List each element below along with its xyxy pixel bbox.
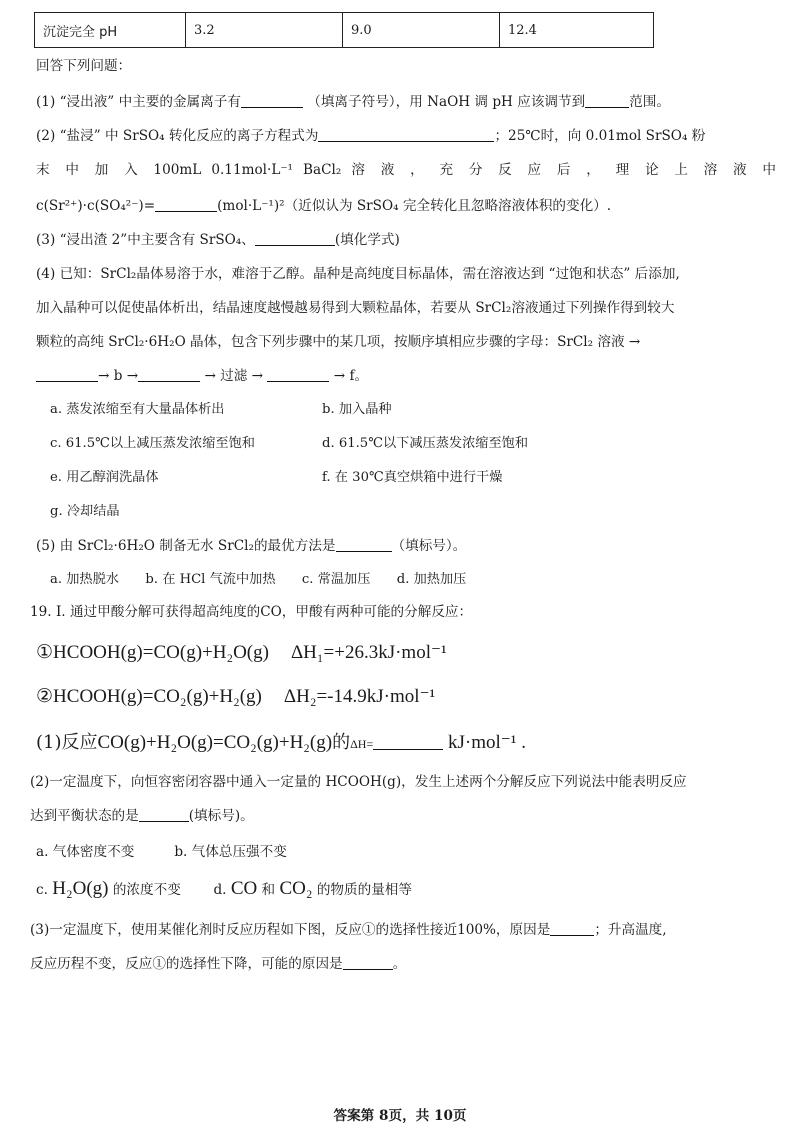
option-c-formula: H₂O(g) xyxy=(52,878,109,899)
q4-option-row xyxy=(50,468,770,488)
q2-text-d: (mol·L⁻¹)²（近似认为 SrSO₄ 完全转化且忽略溶液体积的变化）. xyxy=(217,198,612,214)
option-d-text: 的物质的量相等 xyxy=(316,882,412,898)
question-19-intro: 19. I. 通过甲酸分解可获得超高纯度的CO，甲酸有两种可能的分解反应： xyxy=(30,604,473,620)
question-4-line-3: 颗粒的高纯 SrCl₂·6H₂O 晶体，包含下列步骤中的某几项，按顺序填相应步骤的字母：SrCl₂ 溶液 → xyxy=(36,334,641,350)
q1-text-b: （填离子符号），用 NaOH 调 pH 应该调节到 xyxy=(307,94,586,110)
reaction-2-enthalpy: ΔH₂=-14.9kJ·mol⁻¹ xyxy=(283,686,436,707)
table-cell: 12.4 xyxy=(500,13,654,48)
q2-text-c: c(Sr²⁺)·c(SO₄²⁻)= xyxy=(36,198,156,214)
answer-blank[interactable] xyxy=(336,537,392,552)
q19-2-options-cd xyxy=(36,876,776,903)
answer-blank[interactable] xyxy=(267,367,329,382)
q5-options: a. 加热脱水 b. 在 HCl 气流中加热 c. 常温加压 d. 加热加压 xyxy=(50,572,467,587)
answer-blank[interactable] xyxy=(241,93,303,108)
answer-blank[interactable] xyxy=(373,731,443,750)
option-c: c. 61.5℃以上减压蒸发浓缩至饱和 xyxy=(50,436,255,451)
q2-text-b: ；25℃时，向 0.01mol SrSO₄ 粉 xyxy=(494,128,706,144)
q3-text-b: (填化学式) xyxy=(334,232,400,248)
page-footer: 答案第 8页，共 10页 xyxy=(333,1108,467,1124)
q4-arrow-b: → b → xyxy=(98,368,139,384)
reaction-1-enthalpy: ΔH₁=+26.3kJ·mol⁻¹ xyxy=(290,642,447,663)
option-c-label: c. xyxy=(36,882,48,898)
answer-blank[interactable] xyxy=(550,921,594,936)
question-19-3-line-1 xyxy=(30,920,770,940)
option-d-label: d. xyxy=(213,882,227,898)
reaction-2-equation: HCOOH(g)=CO₂(g)+H₂(g) xyxy=(53,686,262,707)
question-2-line-2: 末 中 加 入 100mL 0.11mol·L⁻¹ BaCl₂ 溶 液 ， 充 分 反 应 后 ， 理 论 上 溶 液 中 xyxy=(36,162,776,178)
question-4-line-2: 加入晶种可以促使晶体析出，结晶速度越慢越易得到大颗粒晶体，若要从 SrCl₂溶液通过下列操作得到较大 xyxy=(36,300,675,316)
table-cell: 3.2 xyxy=(186,13,343,48)
q19-3-text-c: 反应历程不变，反应①的选择性下降，可能的原因是 xyxy=(30,956,343,972)
q2-text-a: (2) “盐浸” 中 SrSO₄ 转化反应的离子方程式为 xyxy=(36,128,319,144)
reaction-1-equation: HCOOH(g)=CO(g)+H₂O(g) xyxy=(53,642,269,663)
option-d: d. 61.5℃以下减压蒸发浓缩至饱和 xyxy=(322,436,529,451)
q19-2-text-a: 达到平衡状态的是 xyxy=(30,808,139,824)
question-19-2-line-2 xyxy=(30,806,770,826)
option-a: a. 蒸发浓缩至有大量晶体析出 xyxy=(50,402,225,417)
question-19-1 xyxy=(36,730,776,757)
answer-blank[interactable] xyxy=(138,367,200,382)
option-f: f. 在 30℃真空烘箱中进行干燥 xyxy=(322,470,503,485)
answer-blank[interactable] xyxy=(585,93,629,108)
ph-table xyxy=(34,12,654,48)
q19-3-text-b: ；升高温度, xyxy=(594,922,667,938)
question-19-2-line-1: (2)一定温度下，向恒容密闭容器中通入一定量的 HCOOH(g)，发生上述两个分解反应下列说法中能表明反应 xyxy=(30,774,687,790)
answer-blank[interactable] xyxy=(343,955,393,970)
option-g: g. 冷却结晶 xyxy=(50,504,120,519)
q5-text-b: （填标号）。 xyxy=(391,538,467,554)
option-a: a. 气体密度不变 xyxy=(36,844,135,860)
answer-blank[interactable] xyxy=(318,127,494,142)
q19-2-text-b: (填标号)。 xyxy=(188,808,254,824)
question-4-line-4 xyxy=(36,366,776,386)
q19-2-options-ab xyxy=(36,842,776,862)
q19-1-text-b: 的 xyxy=(332,732,351,753)
q4-option-row xyxy=(50,400,770,420)
reaction-1-number: ① xyxy=(36,642,54,663)
q19-1-dh: ΔH= xyxy=(350,737,374,751)
question-19-3-line-2 xyxy=(30,954,770,974)
question-4-line-1: (4) 已知：SrCl₂晶体易溶于水，难溶于乙醇。晶种是高纯度目标晶体，需在溶液达到 “过饱和状态” 后添加, xyxy=(36,266,680,282)
table-row-label: 沉淀完全 pH xyxy=(35,13,186,48)
answer-blank[interactable] xyxy=(36,367,98,382)
question-5 xyxy=(36,536,776,556)
option-b: b. 气体总压强不变 xyxy=(174,844,287,860)
intro-text: 回答下列问题： xyxy=(36,58,132,74)
option-d-and: 和 xyxy=(261,882,276,898)
q4-arrow-filter: → 过滤 → xyxy=(204,368,264,384)
option-c-text: 的浓度不变 xyxy=(112,882,181,898)
table-row xyxy=(35,13,654,48)
answer-blank[interactable] xyxy=(155,197,217,212)
q4-option-row xyxy=(50,434,770,454)
question-1 xyxy=(36,92,776,112)
option-e: e. 用乙醇润洗晶体 xyxy=(50,470,159,485)
q3-text-a: (3) “浸出渣 2”中主要含有 SrSO₄、 xyxy=(36,232,255,248)
q1-text-a: (1) “浸出液” 中主要的金属离子有 xyxy=(36,94,241,110)
reaction-1 xyxy=(36,640,776,666)
question-3 xyxy=(36,230,776,250)
q19-1-unit: kJ·mol⁻¹ . xyxy=(448,732,527,753)
reaction-2-number: ② xyxy=(36,686,54,707)
q19-1-text-a: (1)反应 xyxy=(36,732,98,753)
answer-blank[interactable] xyxy=(255,231,335,246)
table-cell: 9.0 xyxy=(343,13,500,48)
q19-3-text-a: (3)一定温度下，使用某催化剂时反应历程如下图，反应①的选择性接近100%，原因是 xyxy=(30,922,551,938)
q1-text-c: 范围。 xyxy=(629,94,670,110)
q4-arrow-f: → f。 xyxy=(333,368,369,384)
question-2-line-1 xyxy=(36,126,776,146)
answer-blank[interactable] xyxy=(139,807,189,822)
q19-3-text-d: 。 xyxy=(392,956,407,972)
option-d-co: CO xyxy=(230,878,258,899)
option-b: b. 加入晶种 xyxy=(322,402,392,417)
q19-1-equation: CO(g)+H₂O(g)=CO₂(g)+H₂(g) xyxy=(97,732,333,753)
q5-text-a: (5) 由 SrCl₂·6H₂O 制备无水 SrCl₂的最优方法是 xyxy=(36,538,336,554)
option-d-co2: CO₂ xyxy=(279,878,313,899)
reaction-2 xyxy=(36,684,776,710)
question-2-line-3 xyxy=(36,196,776,216)
q4-option-row xyxy=(50,502,770,522)
